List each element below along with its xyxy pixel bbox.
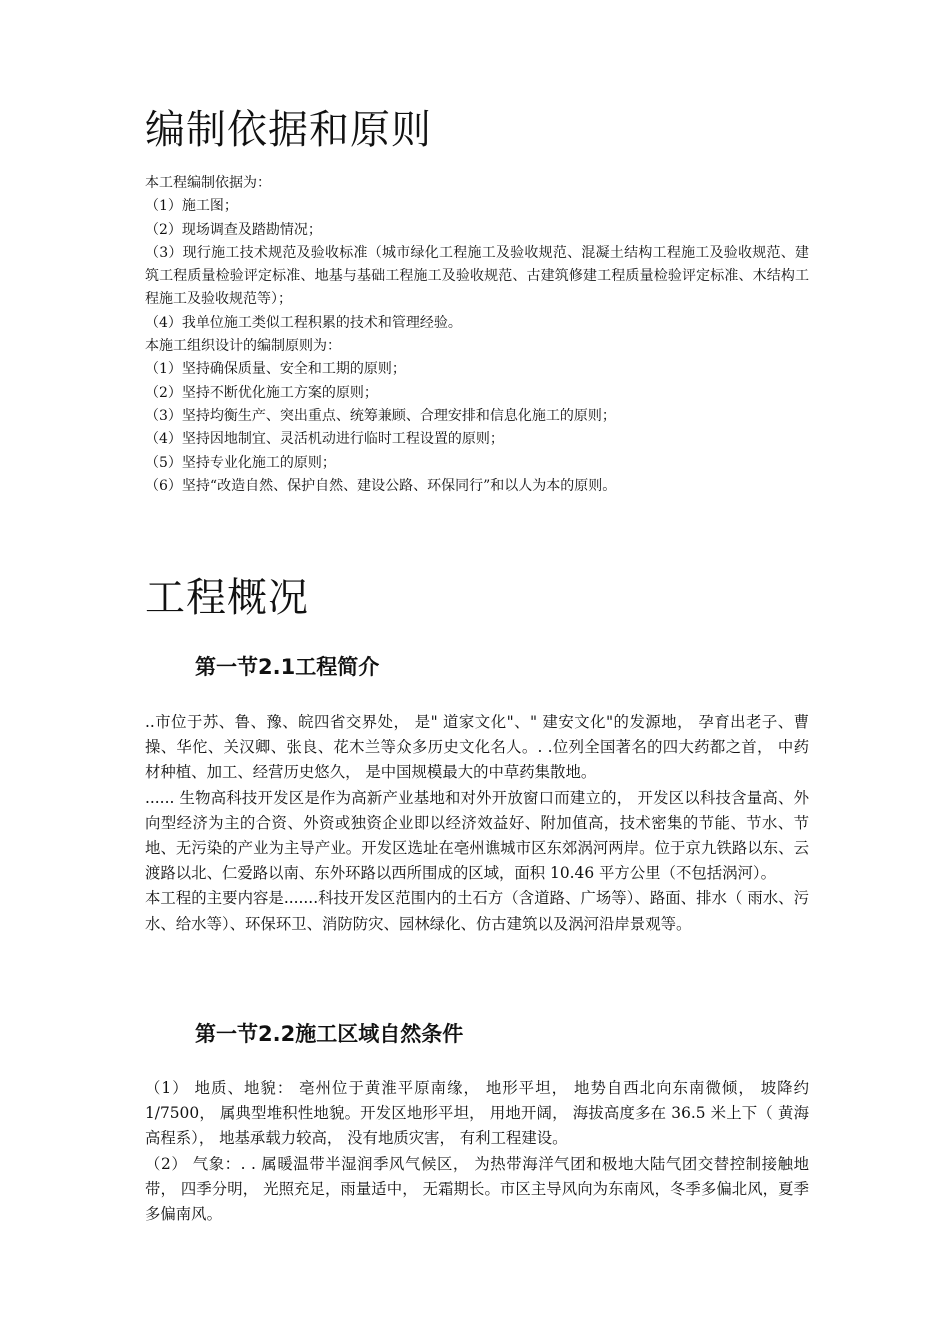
principle-item-3: （3）坚持均衡生产、突出重点、统筹兼顾、合理安排和信息化施工的原则； [145, 407, 616, 424]
intro-paragraph-3: 本工程的主要内容是.......科技开发区范围内的土石方（含道路、广场等）、路面、排水（ 雨水、污水、给水等）、环保环卫、消防防灾、园林绿化、仿古建筑以及涡河沿岸景观等。 [145, 889, 809, 933]
subsection-title-natural-conditions: 第一节2.2施工区域自然条件 [195, 1022, 464, 1046]
project-intro-text [145, 710, 809, 937]
intro-paragraph-1: ..市位于苏、鲁、豫、皖四省交界处， 是" 道家文化"、" 建安文化"的发源地， 孕育出老子、曹操、华佗、关汉卿、张良、花木兰等众多历史文化名人。. .位列全国著名的四大药都之首， 中药材种植、加工、经营历史悠久， 是中国规模最大的中草药集散地。 [145, 713, 809, 782]
basis-and-principles-text [145, 172, 809, 498]
basis-item-2: （2）现场调查及踏勘情况； [145, 221, 322, 238]
principle-item-4: （4）坚持因地制宜、灵活机动进行临时工程设置的原则； [145, 431, 504, 448]
principle-intro: 本施工组织设计的编制原则为： [145, 338, 341, 355]
basis-item-1: （1）施工图； [145, 198, 238, 215]
natural-conditions-text [145, 1076, 809, 1227]
basis-item-4: （4）我单位施工类似工程积累的技术和管理经验。 [145, 314, 462, 331]
principle-item-6: （6）坚持“改造自然、保护自然、建设公路、环保同行”和以人为本的原则。 [145, 477, 617, 494]
basis-intro: 本工程编制依据为： [145, 175, 271, 191]
section-title-overview: 工程概况 [145, 575, 309, 621]
conditions-paragraph-1: （1） 地质、地貌： 亳州位于黄淮平原南缘， 地形平坦， 地势自西北向东南微倾， 坡降约 1/7500， 属典型堆积性地貌。开发区地形平坦， 用地开阔， 海拔高度多在 36.5 米上下（ 黄海高程系）， 地基承载力较高， 没有地质灾害， 有利工程建设。 [145, 1079, 809, 1148]
principle-item-1: （1）坚持确保质量、安全和工期的原则； [145, 361, 406, 378]
principle-item-2: （2）坚持不断优化施工方案的原则； [145, 384, 378, 401]
basis-item-3: （3）现行施工技术规范及验收标准（城市绿化工程施工及验收规范、混凝土结构工程施工及验收规范、建筑工程质量检验评定标准、地基与基础工程施工及验收规范、古建筑修建工程质量检验评定标准、木结构工程施工及验收规范等）； [145, 244, 809, 308]
subsection-title-intro: 第一节2.1工程简介 [195, 655, 380, 679]
principle-item-5: （5）坚持专业化施工的原则； [145, 454, 336, 471]
intro-paragraph-2: ...... 生物高科技开发区是作为高新产业基地和对外开放窗口而建立的， 开发区以科技含量高、外向型经济为主的合资、外资或独资企业即以经济效益好、附加值高，技术密集的节能、节水、节地、无污染的产业为主导产业。开发区选址在亳州谯城市区东郊涡河两岸。位于京九铁路以东、云渡路以北、仁爱路以南、东外环路以西所围成的区域，面积 10.46 平方公里（不包括涡河）。 [145, 788, 809, 883]
conditions-paragraph-2: （2） 气象：. . 属暖温带半湿润季风气候区， 为热带海洋气团和极地大陆气团交替控制接触地带， 四季分明， 光照充足，雨量适中， 无霜期长。市区主导风向为东南风，冬季多偏北风，夏季多偏南风。 [145, 1154, 809, 1224]
section-title-basis: 编制依据和原则 [145, 107, 432, 153]
